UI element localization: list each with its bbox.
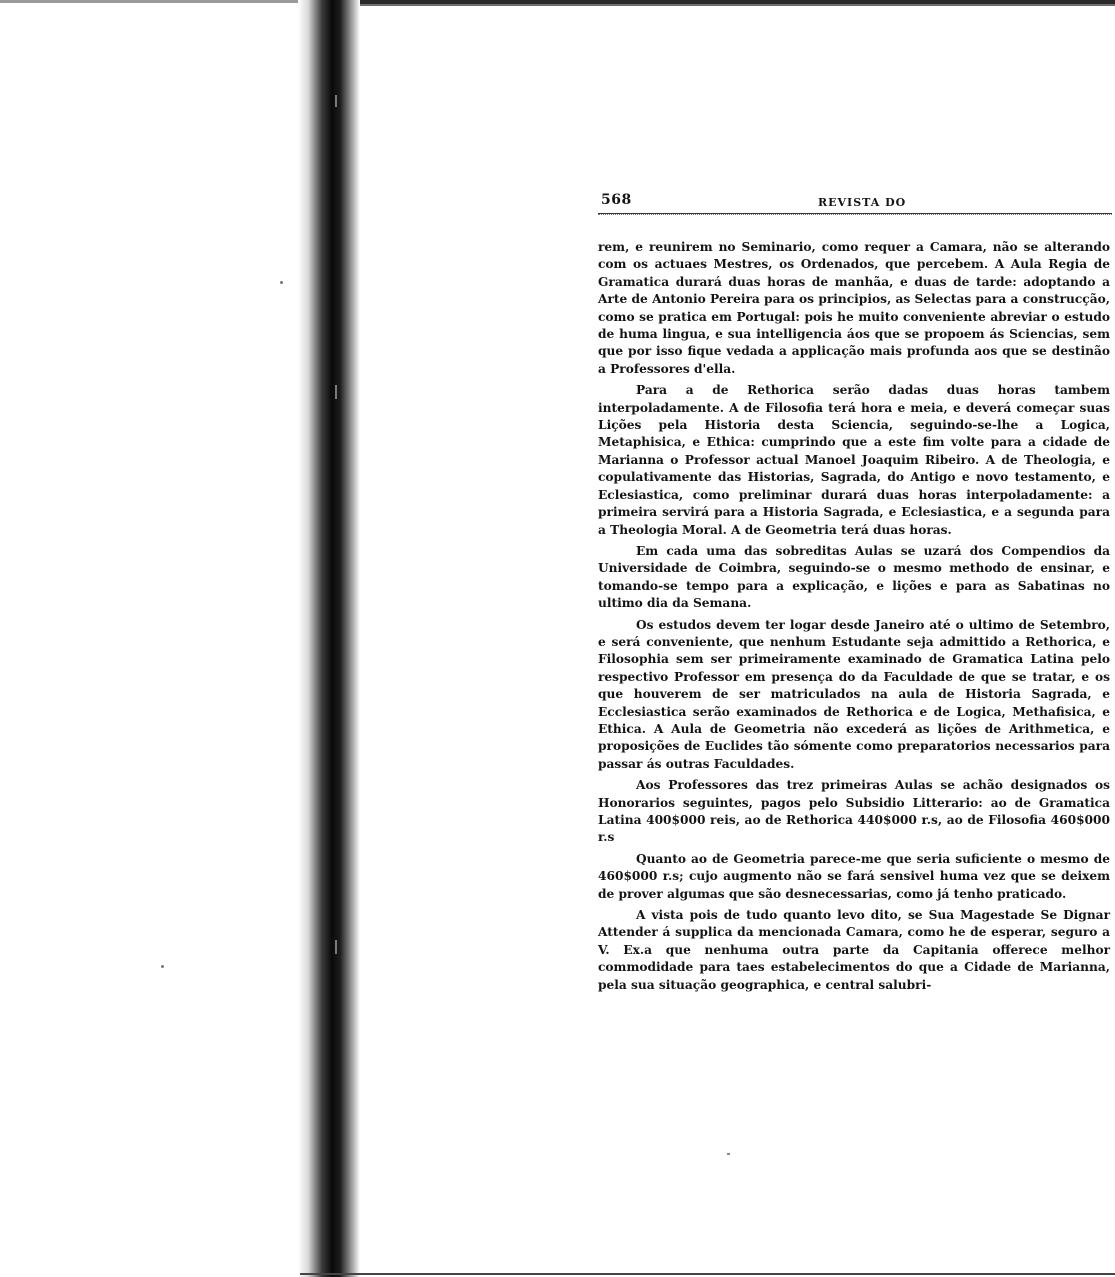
scan-top-edge	[300, 0, 1115, 9]
gutter-mark	[335, 385, 337, 399]
page-number: 568	[601, 192, 632, 208]
scan-top-edge-left	[0, 0, 300, 3]
header-rule	[598, 213, 1112, 215]
paragraph: Em cada uma das sobreditas Aulas se uzará dos Compendios da Universidade de Coimbra, seguindo-se o mesmo methodo de ensinar, e tomando-se tempo para a explicação, e lições e para as Sabatinas no ultimo dia da Semana.	[598, 543, 1110, 611]
scan-bottom-edge	[300, 1271, 1115, 1277]
paragraph: Os estudos devem ter logar desde Janeiro até o ultimo de Setembro, e será conveniente, que nenhum Estudante seja admittido a Rethorica, e Filosophia sem ser primeiramente examinado de Gramatica Latina pelo respectivo Professor em presença do da Faculdade de que se tratar, e os que houverem de ser matriculados na aula de Historia Sagrada, e Ecclesiastica serão examinados de Rethorica e de Logica, Methafisica, e Ethica. A Aula de Geometria não excederá as lições de Arithmetica, e proposições de Euclides tão sómente como preparatorios necessarios para passar ás outras Faculdades.	[598, 617, 1110, 771]
book-gutter-shadow	[298, 0, 360, 1277]
paragraph: A vista pois de tudo quanto levo dito, se Sua Magestade Se Dignar Attender á supplica da mencionada Camara, como he de esperar, seguro a V. Ex.a que nenhuma outra parte da Capitania offerece melhor commodidade para taes estabelecimentos do que a Cidade de Marianna, pela sua situação geographica, e central salubri-	[598, 908, 1110, 992]
paragraph: rem, e reunirem no Seminario, como requer a Camara, não se alterando com os actuaes Mestres, os Ordenados, que percebem. A Aula Regia de Gramatica durará duas horas de manhãa, e duas de tarde: adoptando a Arte de Antonio Pereira para os principios, as Selectas para a construcção, como se pratica em Portugal: pois he muito conveniente abreviar o estudo de huma lingua, e sua intelligencia áos que se propoem ás Sciencias, sem que por isso fique vedada a applicação mais profunda aos que se destinão a Professores d'ella.	[598, 240, 1110, 376]
paragraph: Quanto ao de Geometria parece-me que seria suficiente o mesmo de 460$000 r.s; cujo augmento não se fará sensivel huma vez que se deixem de prover algumas que são desnecessarias, como já tenho praticado.	[598, 851, 1110, 901]
running-title: REVISTA DO	[818, 196, 907, 209]
scan-speck	[280, 281, 283, 284]
paragraph: Para a de Rethorica serão dadas duas horas tambem interpoladamente. A de Filosofia terá hora e meia, e deverá começar suas Lições pela Historia desta Sciencia, seguindo-se-lhe a Logica, Metaphisica, e Ethica: cumprindo que a este fim volte para a cidade de Marianna o Professor actual Manoel Joaquim Ribeiro. A de Theologia, e copulativamente das Historias, Sagrada, do Antigo e novo testamento, e Eclesiastica, como preliminar durará duas horas interpoladamente: a primeira servirá para a Historia Sagrada, e Eclesiastica, e a segunda para a Theologia Moral. A de Geometria terá duas horas.	[598, 383, 1110, 537]
scan-speck	[161, 965, 164, 968]
scan-dot	[727, 1153, 730, 1155]
paragraph: Aos Professores das trez primeiras Aulas se achão designados os Honorarios seguintes, pagos pelo Subsidio Litterario: ao de Gramatica Latina 400$000 reis, ao de Rethorica 440$000 r.s, ao de Filosofia 460$000 r.s	[598, 778, 1110, 845]
gutter-mark	[335, 95, 337, 107]
body-text	[598, 239, 1110, 994]
gutter-mark	[335, 940, 337, 954]
